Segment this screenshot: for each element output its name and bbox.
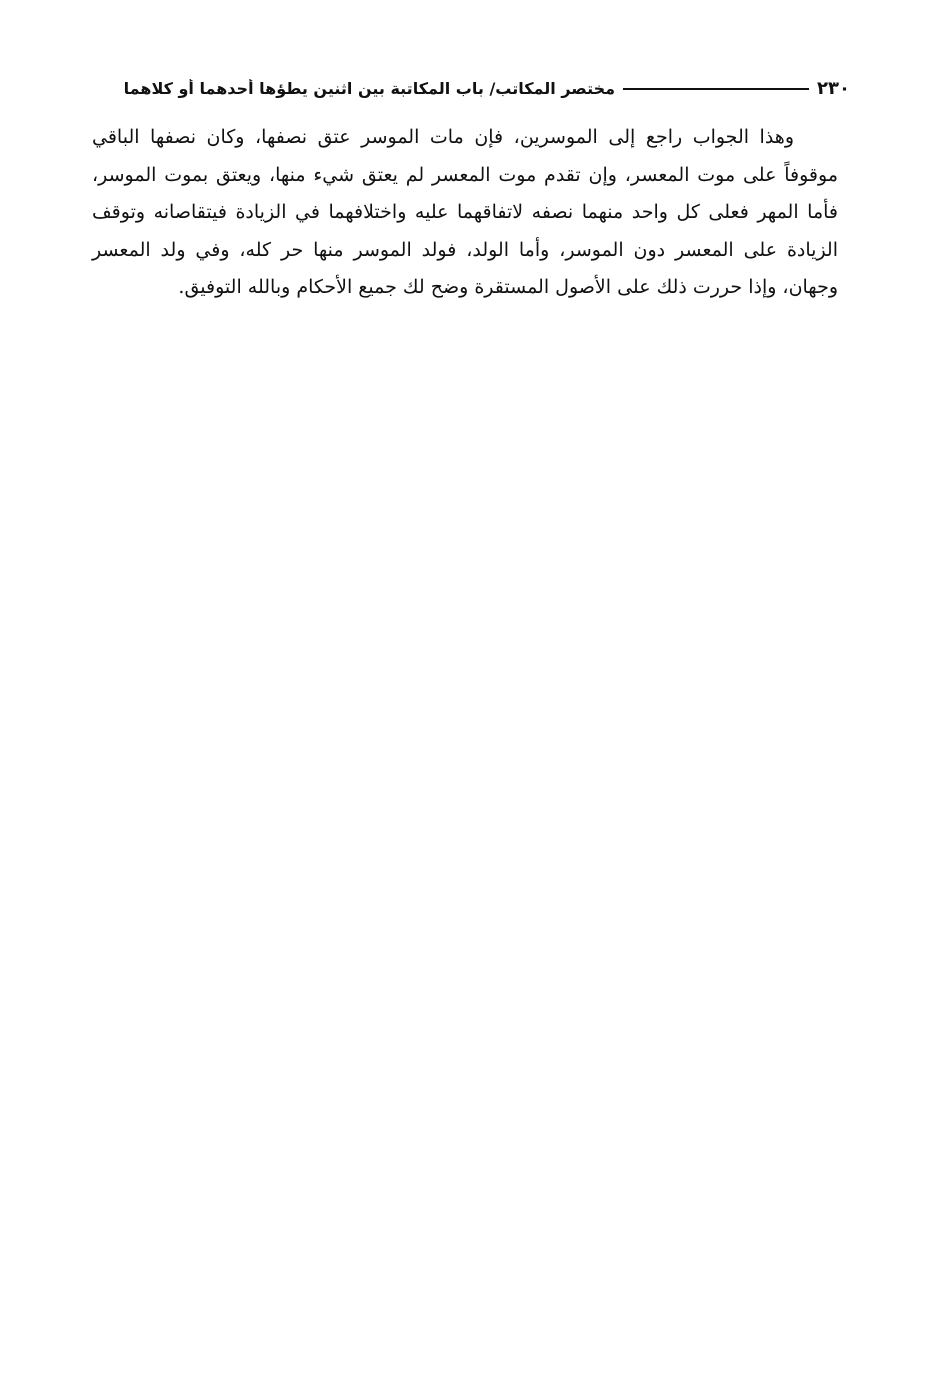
- header-rule: [623, 88, 809, 90]
- body-paragraph: وهذا الجواب راجع إلى الموسرين، فإن مات الموسر عتق نصفها، وكان نصفها الباقي موقوفاً على موت المعسر، وإن تقدم موت المعسر لم يعتق شيء منها، ويعتق بموت الموسر، فأما المهر فعلى كل واحد منهما نصفه لاتفاقهما عليه واختلافهما في الزيادة فيتقاصانه وتوقف الزيادة على المعسر دون الموسر، وأما الولد، فولد الموسر منها حر كله، وفي ولد المعسر وجهان، وإذا حررت ذلك على الأصول المستقرة وضح لك جميع الأحكام وبالله التوفيق.: [92, 126, 838, 298]
- page-number: ٢٣٠: [817, 77, 850, 99]
- running-title: مختصر المكاتب/ باب المكاتبة بين اثنين يطؤها أحدهما أو كلاهما: [123, 78, 616, 98]
- running-header: [92, 73, 850, 103]
